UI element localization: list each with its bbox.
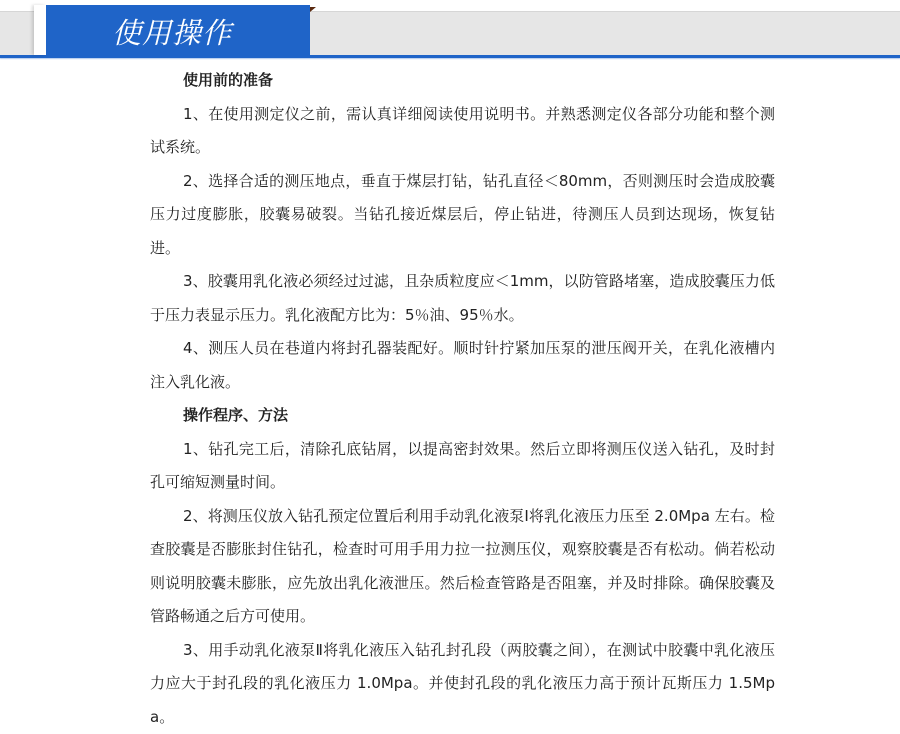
paragraph: 1、钻孔完工后，清除孔底钻屑，以提高密封效果。然后立即将测压仪送入钻孔，及时封孔可缩短测量时间。: [150, 433, 775, 500]
paragraph: 3、胶囊用乳化液必须经过过滤，且杂质粒度应＜1mm，以防管路堵塞，造成胶囊压力低于压力表显示压力。乳化液配方比为：5％油、95％水。: [150, 265, 775, 332]
section-title: 使用操作: [112, 11, 232, 52]
paragraph: 2、将测压仪放入钻孔预定位置后利用手动乳化液泵Ⅰ将乳化液压力压至 2.0Mpa 左右。检查胶囊是否膨胀封住钻孔，检查时可用手用力拉一拉测压仪，观察胶囊是否有松动。倘若松动则说明胶囊未膨胀，应先放出乳化液泄压。然后检查管路是否阻塞，并及时排除。确保胶囊及管路畅通之后方可使用。: [150, 500, 775, 634]
tab-corner-decoration: [310, 7, 316, 12]
paragraph: 4、测压人员在巷道内将封孔器装配好。顺时针拧紧加压泵的泄压阀开关，在乳化液槽内注入乳化液。: [150, 332, 775, 399]
paragraph: 2、选择合适的测压地点，垂直于煤层打钻，钻孔直径＜80mm，否则测压时会造成胶囊压力过度膨胀，胶囊易破裂。当钻孔接近煤层后，停止钻进，待测压人员到达现场，恢复钻进。: [150, 165, 775, 266]
section-header: [0, 0, 900, 62]
section-heading-procedure: 操作程序、方法: [150, 399, 775, 433]
paragraph: 1、在使用测定仪之前，需认真详细阅读使用说明书。并熟悉测定仪各部分功能和整个测试系统。: [150, 98, 775, 165]
article-body: [150, 64, 775, 734]
paragraph: 3、用手动乳化液泵Ⅱ将乳化液压入钻孔封孔段（两胶囊之间），在测试中胶囊中乳化液压力应大于封孔段的乳化液压力 1.0Mpa。并使封孔段的乳化液压力高于预计瓦斯压力 1.5Mpa。: [150, 634, 775, 734]
tab-edge: [34, 5, 46, 55]
section-heading-preparation: 使用前的准备: [150, 64, 775, 98]
section-title-tab: [46, 5, 310, 57]
